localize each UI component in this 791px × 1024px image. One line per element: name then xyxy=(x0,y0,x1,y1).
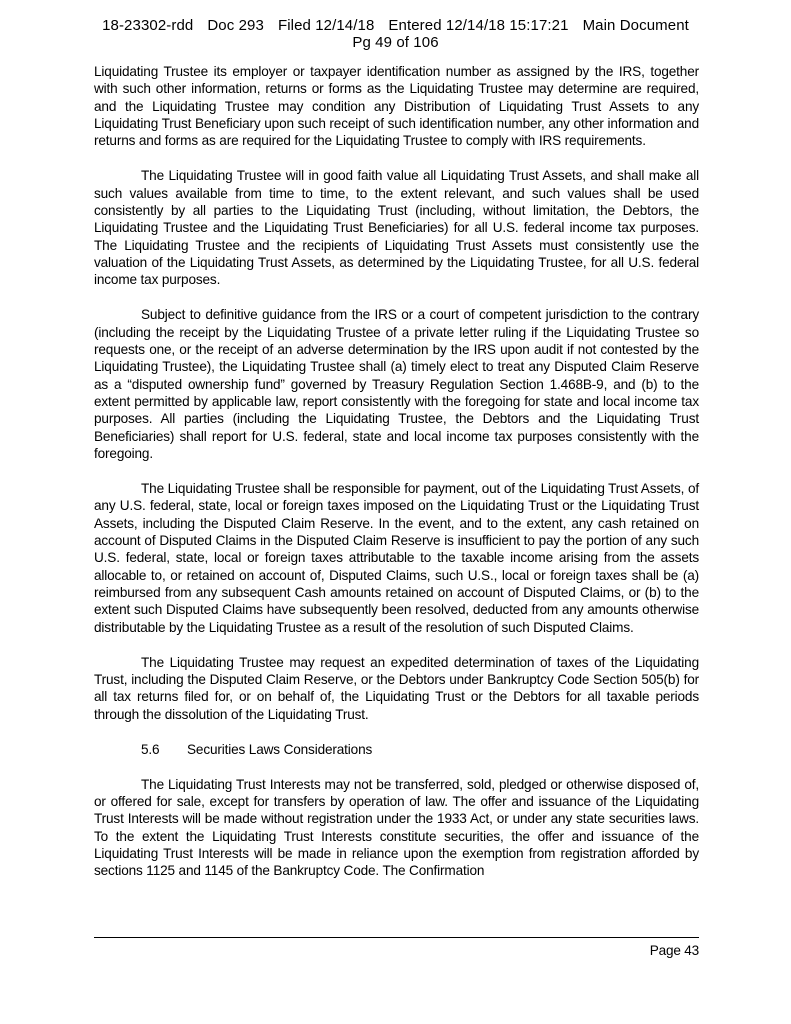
section-title: Securities Laws Considerations xyxy=(187,741,373,757)
document-body xyxy=(94,63,699,897)
page-of-count: Pg 49 of 106 xyxy=(352,34,439,51)
filed-date: Filed 12/14/18 xyxy=(277,17,375,34)
court-filing-header xyxy=(0,17,791,51)
footer-divider xyxy=(94,937,699,938)
paragraph-tax-payment: The Liquidating Trustee shall be responsible for payment, out of the Liquidating Trust Assets, of any U.S. federal, state, local or foreign taxes imposed on the Liquidating Trust or the Liquidating Trust Assets, including the Disputed Claim Reserve. In the event, and to the extent, any cash retained on account of Disputed Claims in the Disputed Claim Reserve is insufficient to pay the portion of any such U.S. federal, state, local or foreign taxes attributable to the taxable income arising from the assets allocable to, or retained on account of, Disputed Claims, such U.S., local or foreign taxes shall be (a) reimbursed from any subsequent Cash amounts retained on account of Disputed Claims, or (b) to the extent such Disputed Claims have subsequently been resolved, deducted from any amounts otherwise distributable by the Liquidating Trustee as a result of the resolution of such Disputed Claims. xyxy=(94,481,699,635)
doc-type: Main Document xyxy=(582,17,689,34)
paragraph-disputed-ownership-fund: Subject to definitive guidance from the IRS or a court of competent jurisdiction to the contrary (including the receipt by the Liquidating Trustee of a private letter ruling if the Liquidating Trustee so requests one, or the receipt of an adverse determination by the IRS upon audit if not contested by the Liquidating Trustee), the Liquidating Trustee shall (a) timely elect to treat any Disputed Claim Reserve as a “disputed ownership fund” governed by Treasury Regulation Section 1.468B-9, and (b) to the extent permitted by applicable law, report consistently with the foregoing for state and local income tax purposes. All parties (including the Liquidating Trustee, the Debtors and the Liquidating Trust Beneficiaries) shall report for U.S. federal, state and local income tax purposes consistently with the foregoing. xyxy=(94,307,699,462)
section-heading xyxy=(94,741,699,758)
paragraph-securities-laws: The Liquidating Trust Interests may not be transferred, sold, pledged or otherwise disposed of, or offered for sale, except for transfers by operation of law. The offer and issuance of the Liquidating Trust Interests will be made without registration under the 1933 Act, or under any state securities laws. To the extent the Liquidating Trust Interests constitute securities, the offer and issuance of the Liquidating Trust Interests will be made in reliance upon the exemption from registration afforded by sections 1125 and 1145 of the Bankruptcy Code. The Confirmation xyxy=(94,776,699,879)
paragraph-valuation: The Liquidating Trustee will in good faith value all Liquidating Trust Assets, and shall make all such values available from time to time, to the extent relevant, and such values shall be used consistently by all parties to the Liquidating Trust (including, without limitation, the Debtors, the Liquidating Trustee and the Liquidating Trust Beneficiaries) for all U.S. federal income tax purposes. The Liquidating Trustee and the recipients of Liquidating Trust Assets must consistently use the valuation of the Liquidating Trust Assets, as determined by the Liquidating Trustee, for all U.S. federal income tax purposes. xyxy=(94,168,699,288)
entered-date: Entered 12/14/18 15:17:21 xyxy=(388,17,569,34)
page-number: Page 43 xyxy=(649,943,699,958)
paragraph-identification-number: Liquidating Trustee its employer or taxpayer identification number as assigned by the IRS, together with such other information, returns or forms as the Liquidating Trustee may determine are required, and the Liquidating Trustee may condition any Distribution of Liquidating Trust Assets to any Liquidating Trust Beneficiary upon such receipt of such identification number, any other information and returns and forms as are required for the Liquidating Trustee to comply with IRS requirements. xyxy=(94,64,699,149)
section-number: 5.6 xyxy=(141,741,160,757)
paragraph-expedited-determination: The Liquidating Trustee may request an expedited determination of taxes of the Liquidating Trust, including the Disputed Claim Reserve, or the Debtors under Bankruptcy Code Section 505(b) for all tax returns filed for, or on behalf of, the Liquidating Trust or the Debtors for all taxable periods through the dissolution of the Liquidating Trust. xyxy=(94,654,699,722)
filing-header-line xyxy=(0,17,791,34)
doc-number: Doc 293 xyxy=(207,17,264,34)
case-number: 18-23302-rdd xyxy=(102,17,194,34)
